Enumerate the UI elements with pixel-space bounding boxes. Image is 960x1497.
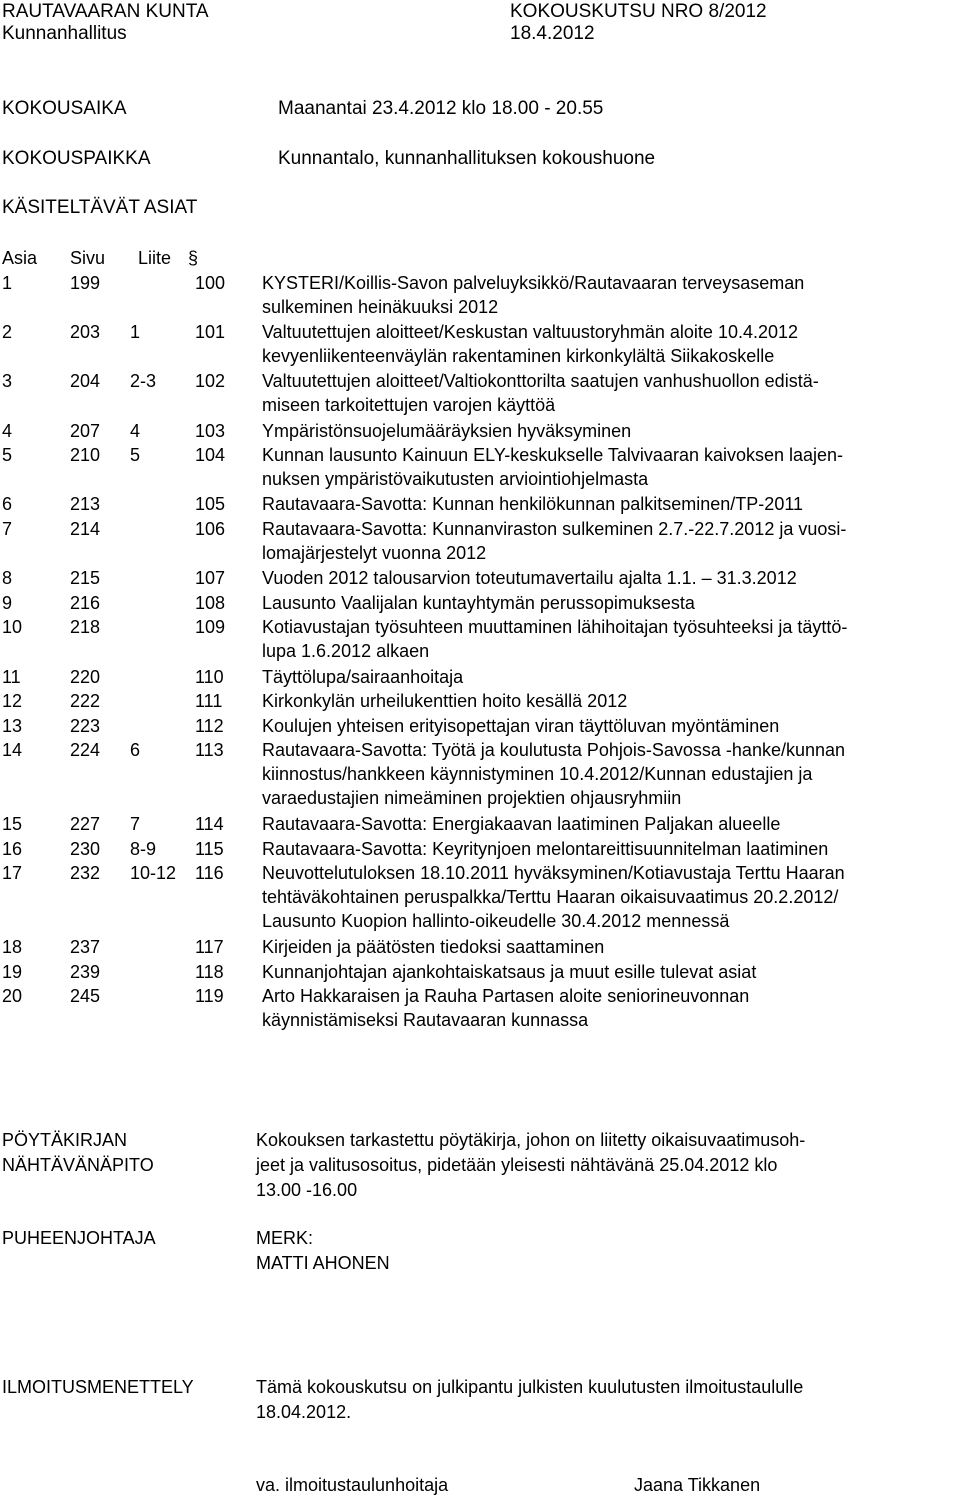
agenda-row xyxy=(0,861,960,935)
agenda-item-title-line: kevyenliikenteenväylän rakentaminen kirkonkylältä Siikakoskelle xyxy=(262,346,775,367)
agenda-item-section: 100 xyxy=(195,273,226,293)
signer-role: va. ilmoitustaulunhoitaja xyxy=(256,1475,449,1495)
agenda-item-title xyxy=(262,714,960,738)
agenda-item-title xyxy=(262,591,960,615)
agenda-item-section: 110 xyxy=(195,666,224,687)
municipality-name: RAUTAVAARAN KUNTA xyxy=(2,1,209,22)
agenda-item-title-line: lomajärjestelyt vuonna 2012 xyxy=(262,543,487,563)
agenda-item-page: 220 xyxy=(70,666,101,687)
agenda-row xyxy=(0,591,960,616)
agenda-row xyxy=(0,935,960,960)
agenda-item-title xyxy=(262,492,960,516)
agenda-item-title-line: Rautavaara-Savotta: Työtä ja koulutusta Pohjois-Savossa -hanke/kunnan xyxy=(262,740,846,761)
agenda-item-number: 17 xyxy=(2,863,23,884)
agenda-item-title-line: käynnistämiseksi Rautavaaran kunnassa xyxy=(262,1010,589,1031)
agenda-item-page: 210 xyxy=(70,445,101,466)
agenda-item-section: 108 xyxy=(195,592,226,613)
minutes-label-line1: PÖYTÄKIRJAN xyxy=(2,1130,128,1150)
agenda-item-section: 119 xyxy=(195,986,224,1007)
agenda-item-section: 109 xyxy=(195,617,226,638)
agenda-item-number: 20 xyxy=(2,986,23,1007)
agenda-item-number: 11 xyxy=(2,666,21,687)
agenda-row xyxy=(0,320,960,369)
agenda-item-attachment: 1 xyxy=(130,322,141,343)
chair-label: PUHEENJOHTAJA xyxy=(2,1228,156,1248)
agenda-item-section: 113 xyxy=(195,740,224,761)
agenda-item-title xyxy=(262,566,960,590)
chair-name: MATTI AHONEN xyxy=(256,1253,390,1273)
agenda-item-title-line: tehtäväkohtainen peruspalkka/Terttu Haaran oikaisuvaatimus 20.2.2012/ xyxy=(262,887,839,908)
agenda-item-attachment: 6 xyxy=(130,740,141,761)
announcement-text-line1: Tämä kokouskutsu on julkipantu julkisten kuulutusten ilmoitustaululle xyxy=(256,1377,804,1397)
agenda-item-title-line: varaedustajien nimeäminen projektien ohjausryhmiin xyxy=(262,788,682,809)
agenda-row xyxy=(0,960,960,985)
agenda-item-title-line: Rautavaara-Savotta: Kunnan henkilökunnan palkitseminen/TP-2011 xyxy=(262,494,804,515)
agenda-row xyxy=(0,566,960,591)
agenda-item-title xyxy=(262,665,960,689)
agenda-row xyxy=(0,837,960,862)
minutes-label-line2: NÄHTÄVÄNÄPITO xyxy=(2,1155,154,1175)
agenda-heading: KÄSITELTÄVÄT ASIAT xyxy=(2,197,198,218)
agenda-item-page: 216 xyxy=(70,592,101,613)
agenda-item-page: 222 xyxy=(70,691,101,712)
agenda-item-section: 111 xyxy=(195,691,223,712)
agenda-row xyxy=(0,984,960,1033)
meeting-time-value: Maanantai 23.4.2012 klo 18.00 - 20.55 xyxy=(278,98,604,119)
agenda-item-attachment: 8-9 xyxy=(130,838,157,859)
agenda-row xyxy=(0,517,960,566)
agenda-item-title-line: sulkeminen heinäkuuksi 2012 xyxy=(262,297,499,317)
agenda-item-page: 207 xyxy=(70,420,101,441)
notice-date: 18.4.2012 xyxy=(510,23,595,44)
minutes-text-line2: jeet ja valitusosoitus, pidetään yleisesti nähtävänä 25.04.2012 klo xyxy=(256,1155,778,1175)
agenda-item-attachment: 5 xyxy=(130,445,141,466)
agenda-item-number: 3 xyxy=(2,371,13,392)
agenda-item-title xyxy=(262,615,960,663)
agenda-item-section: 118 xyxy=(195,961,224,982)
agenda-row xyxy=(0,369,960,418)
agenda-item-title-line: Kirkonkylän urheilukenttien hoito kesällä 2012 xyxy=(262,691,628,712)
agenda-item-number: 5 xyxy=(2,445,13,466)
agenda-item-title-line: Täyttölupa/sairaanhoitaja xyxy=(262,666,464,687)
agenda-item-title xyxy=(262,812,960,836)
agenda-item-title-line: Vuoden 2012 talousarvion toteutumavertailu ajalta 1.1. – 31.3.2012 xyxy=(262,568,797,589)
column-header-section-symbol: § xyxy=(188,248,199,268)
agenda-item-title xyxy=(262,689,960,713)
agenda-item-title-line: Neuvottelutuloksen 18.10.2011 hyväksyminen/Kotiavustaja Terttu Haaran xyxy=(262,863,845,884)
agenda-item-number: 2 xyxy=(2,322,13,343)
agenda-item-attachment: 4 xyxy=(130,420,141,441)
agenda-item-title-line: Kotiavustajan työsuhteen muuttaminen lähihoitajan työsuhteeksi ja täyttö- xyxy=(262,617,848,638)
agenda-item-page: 239 xyxy=(70,961,101,982)
agenda-row xyxy=(0,443,960,492)
column-header-asia: Asia xyxy=(2,248,38,268)
agenda-item-section: 106 xyxy=(195,519,226,539)
agenda-item-title xyxy=(262,419,960,443)
agenda-item-title-line: miseen tarkoitettujen varojen käyttöä xyxy=(262,395,556,416)
agenda-item-title-line: lupa 1.6.2012 alkaen xyxy=(262,641,430,662)
agenda-item-number: 14 xyxy=(2,740,23,761)
minutes-text-line3: 13.00 -16.00 xyxy=(256,1180,358,1200)
agenda-row xyxy=(0,419,960,444)
chair-sign-label: MERK: xyxy=(256,1228,314,1248)
agenda-item-page: 204 xyxy=(70,371,101,392)
agenda-row xyxy=(0,492,960,517)
agenda-item-page: 245 xyxy=(70,986,101,1007)
agenda-item-attachment: 2-3 xyxy=(130,371,157,392)
agenda-item-section: 114 xyxy=(195,814,224,835)
agenda-item-section: 102 xyxy=(195,371,226,392)
agenda-item-title-line: Rautavaara-Savotta: Kunnanviraston sulkeminen 2.7.-22.7.2012 ja vuosi- xyxy=(262,519,847,539)
agenda-item-title xyxy=(262,320,960,368)
agenda-item-number: 9 xyxy=(2,592,13,613)
agenda-row xyxy=(0,689,960,714)
agenda-item-number: 16 xyxy=(2,838,23,859)
agenda-item-title xyxy=(262,984,960,1032)
agenda-item-title-line: Koulujen yhteisen erityisopettajan viran täyttöluvan myöntäminen xyxy=(262,715,780,736)
agenda-item-title-line: KYSTERI/Koillis-Savon palveluyksikkö/Rautavaaran terveysaseman xyxy=(262,273,805,293)
agenda-item-page: 224 xyxy=(70,740,101,761)
agenda-item-title-line: Valtuutettujen aloitteet/Valtiokonttorilta saatujen vanhushuollon edistä- xyxy=(262,371,819,392)
agenda-item-page: 218 xyxy=(70,617,101,638)
governing-body: Kunnanhallitus xyxy=(2,23,127,44)
agenda-row xyxy=(0,714,960,739)
agenda-item-number: 13 xyxy=(2,715,23,736)
agenda-item-section: 116 xyxy=(195,863,224,884)
agenda-item-attachment: 10-12 xyxy=(130,863,177,884)
agenda-item-title xyxy=(262,517,960,565)
agenda-row xyxy=(0,665,960,690)
meeting-place-label: KOKOUSPAIKKA xyxy=(2,148,151,169)
agenda-item-title-line: Lausunto Kuopion hallinto-oikeudelle 30.4.2012 mennessä xyxy=(262,911,730,932)
agenda-item-section: 112 xyxy=(195,715,224,736)
agenda-item-number: 4 xyxy=(2,420,13,441)
agenda-item-title-line: Kunnanjohtajan ajankohtaiskatsaus ja muut esille tulevat asiat xyxy=(262,961,757,982)
agenda-item-page: 227 xyxy=(70,814,101,835)
agenda-item-title xyxy=(262,960,960,984)
agenda-item-number: 19 xyxy=(2,961,23,982)
agenda-item-section: 103 xyxy=(195,420,226,441)
agenda-item-title-line: Kirjeiden ja päätösten tiedoksi saattaminen xyxy=(262,937,605,958)
agenda-item-page: 237 xyxy=(70,937,101,958)
agenda-item-title-line: kiinnostus/hankkeen käynnistyminen 10.4.2012/Kunnan edustajien ja xyxy=(262,764,813,785)
agenda-item-number: 10 xyxy=(2,617,23,638)
agenda-item-page: 199 xyxy=(70,273,101,293)
agenda-item-title xyxy=(262,443,960,491)
signer-name: Jaana Tikkanen xyxy=(634,1475,761,1495)
agenda-item-title-line: Valtuutettujen aloitteet/Keskustan valtuustoryhmän aloite 10.4.2012 xyxy=(262,322,799,343)
agenda-item-number: 1 xyxy=(2,273,13,293)
agenda-item-section: 105 xyxy=(195,494,226,515)
agenda-item-page: 203 xyxy=(70,322,101,343)
agenda-row xyxy=(0,738,960,812)
agenda-item-title-line: Lausunto Vaalijalan kuntayhtymän perussopimuksesta xyxy=(262,592,695,613)
agenda-item-page: 214 xyxy=(70,519,101,539)
agenda-item-page: 223 xyxy=(70,715,101,736)
minutes-text-line1: Kokouksen tarkastettu pöytäkirja, johon on liitetty oikaisuvaatimusoh- xyxy=(256,1130,806,1150)
meeting-place-value: Kunnantalo, kunnanhallituksen kokoushuone xyxy=(278,148,656,169)
agenda-item-title-line: Rautavaara-Savotta: Keyritynjoen melontareittisuunnitelman laatiminen xyxy=(262,838,829,859)
agenda-item-title xyxy=(262,837,960,861)
agenda-row xyxy=(0,615,960,664)
agenda-item-title xyxy=(262,861,960,933)
agenda-row xyxy=(0,812,960,837)
agenda-item-title-line: Kunnan lausunto Kainuun ELY-keskukselle Talvivaaran kaivoksen laajen- xyxy=(262,445,844,466)
column-header-sivu: Sivu xyxy=(70,248,106,268)
agenda-item-title-line: nuksen ympäristövaikutusten arviointiohjelmasta xyxy=(262,469,649,490)
agenda-item-section: 107 xyxy=(195,568,226,589)
agenda-item-number: 18 xyxy=(2,937,23,958)
agenda-item-section: 104 xyxy=(195,445,226,466)
agenda-item-section: 101 xyxy=(195,322,226,343)
agenda-item-title xyxy=(262,935,960,959)
agenda-item-title-line: Ympäristönsuojelumääräyksien hyväksyminen xyxy=(262,420,632,441)
announcement-label: ILMOITUSMENETTELY xyxy=(2,1377,194,1397)
announcement-text-line2: 18.04.2012. xyxy=(256,1402,352,1422)
agenda-row xyxy=(0,271,960,320)
meeting-time-label: KOKOUSAIKA xyxy=(2,98,127,119)
agenda-item-number: 6 xyxy=(2,494,13,515)
agenda-item-page: 213 xyxy=(70,494,101,515)
column-header-liite: Liite xyxy=(138,248,172,268)
agenda-item-section: 117 xyxy=(195,937,224,958)
agenda-item-title-line: Rautavaara-Savotta: Energiakaavan laatiminen Paljakan alueelle xyxy=(262,814,781,835)
agenda-item-title xyxy=(262,271,960,319)
agenda-item-page: 232 xyxy=(70,863,101,884)
agenda-item-section: 115 xyxy=(195,838,224,859)
agenda-item-number: 8 xyxy=(2,568,13,589)
agenda-item-title xyxy=(262,738,960,810)
agenda-item-attachment: 7 xyxy=(130,814,141,835)
notice-number: KOKOUSKUTSU NRO 8/2012 xyxy=(510,1,767,22)
agenda-item-title xyxy=(262,369,960,417)
agenda-item-title-line: Arto Hakkaraisen ja Rauha Partasen aloite seniorineuvonnan xyxy=(262,986,750,1007)
agenda-item-number: 15 xyxy=(2,814,23,835)
agenda-item-page: 215 xyxy=(70,568,101,589)
agenda-item-number: 12 xyxy=(2,691,23,712)
agenda-item-number: 7 xyxy=(2,519,13,539)
agenda-item-page: 230 xyxy=(70,838,101,859)
